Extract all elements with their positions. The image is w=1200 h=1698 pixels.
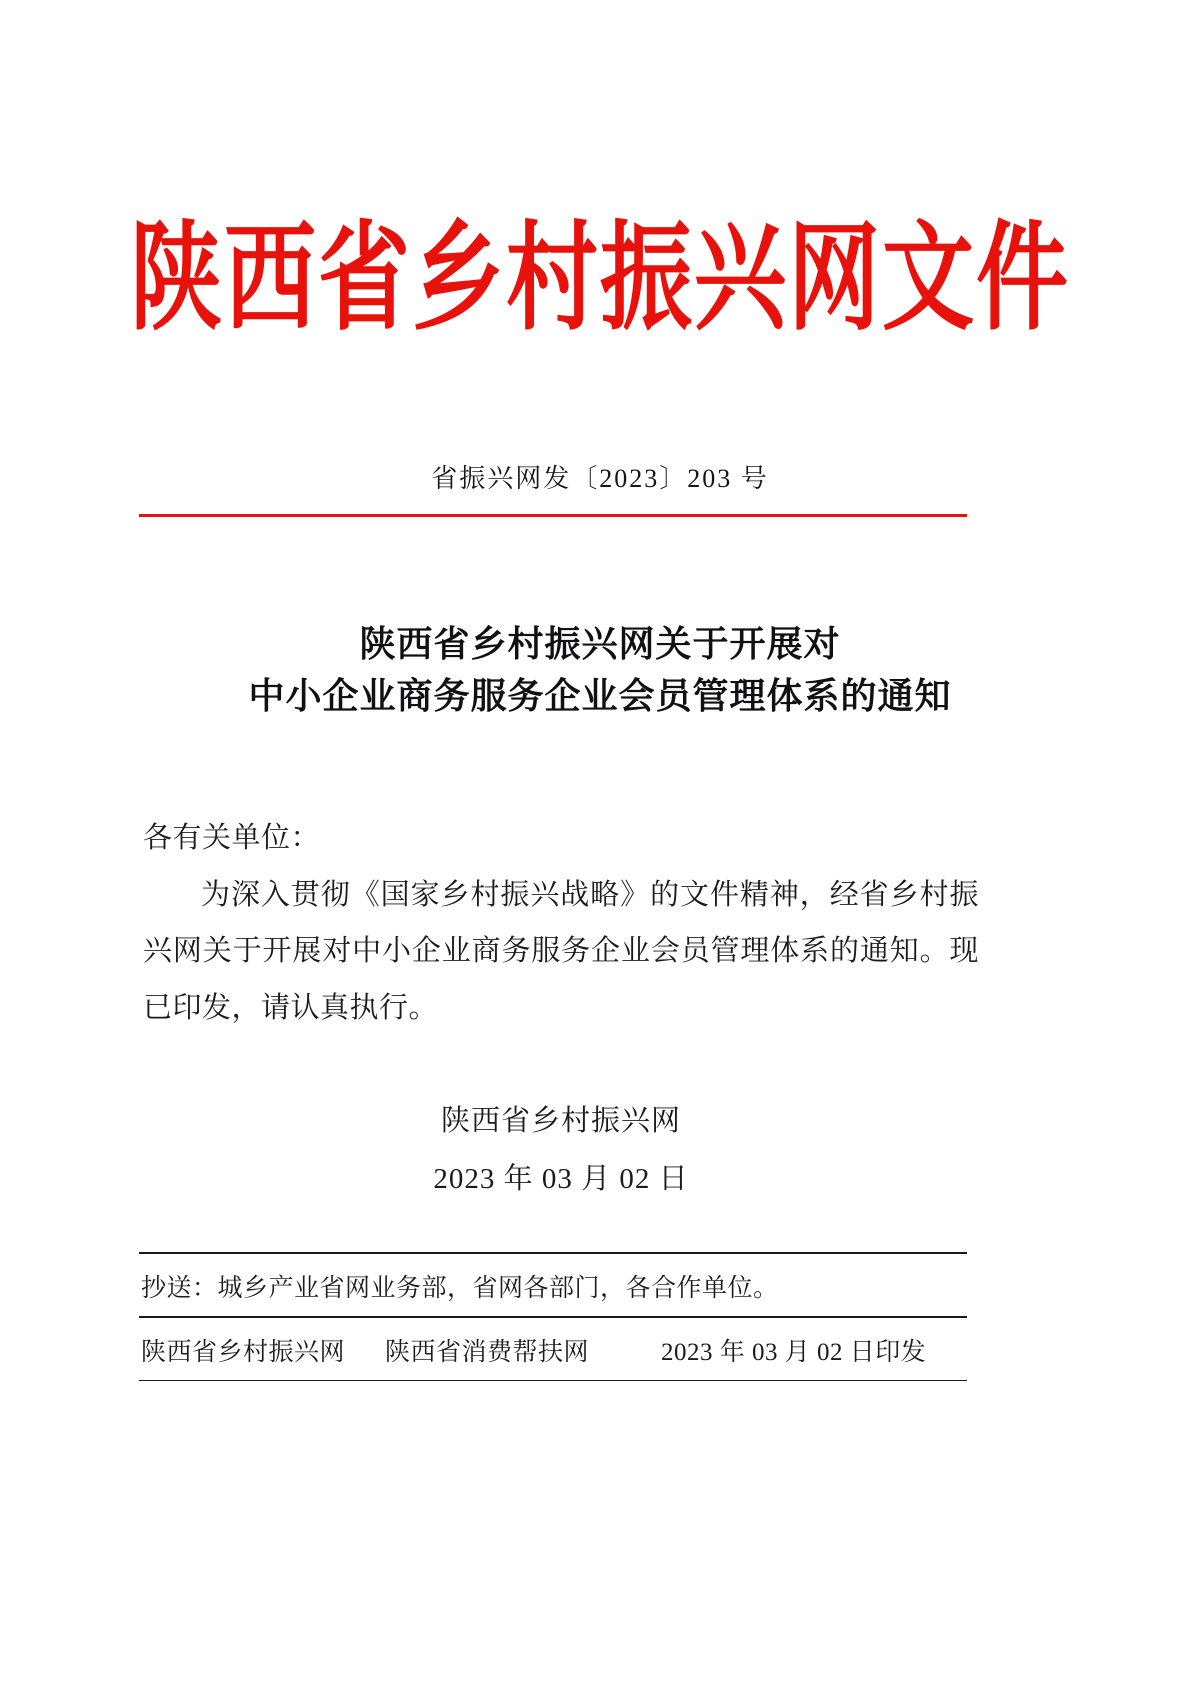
signature-block [143,1092,979,1208]
document-number-row [0,458,1200,495]
footer-issuer-row [139,1318,967,1380]
salutation: 各有关单位： [143,822,321,854]
document-title-line-1: 陕西省乡村振兴网关于开展对 [359,624,841,664]
masthead [0,213,1200,345]
signature-organization: 陕西省乡村振兴网 [440,1105,681,1137]
document-footer [139,1252,967,1381]
footer-cc-line: 抄送：城乡产业省网业务部，省网各部门，各合作单位。 [141,1275,779,1302]
masthead-title: 陕西省乡村振兴网文件 [129,213,1070,345]
footer-rule-bottom [139,1380,967,1382]
footer-issuer-primary: 陕西省乡村振兴网 [141,1338,346,1366]
document-title [100,618,1100,722]
footer-print-date: 2023 年 03 月 02 日印发 [661,1338,927,1366]
document-body [143,810,979,1036]
footer-issuer-secondary: 陕西省消费帮扶网 [385,1338,590,1366]
document-number: 省振兴网发〔2023〕203 号 [431,464,769,493]
body-paragraph: 为深入贯彻《国家乡村振兴战略》的文件精神，经省乡村振兴网关于开展对中小企业商务服务企业会员管理体系的通知。现已印发，请认真执行。 [143,878,979,1024]
document-title-line-2: 中小企业商务服务企业会员管理体系的通知 [248,676,952,717]
red-separator-rule [139,514,967,517]
signature-date: 2023 年 03 月 02 日 [433,1163,689,1195]
